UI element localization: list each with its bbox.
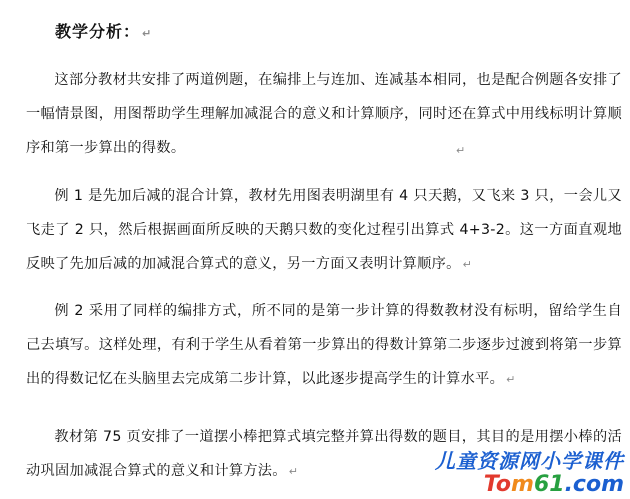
watermark-site-name <box>435 473 624 497</box>
paragraph-1 <box>26 63 622 165</box>
site-watermark-logo <box>435 449 624 497</box>
paragraph-3-text: 例 2 采用了同样的编排方式，所不同的是第一步计算的得数教材没有标明，留给学生自己去填写。这样处理，有利于学生从看着第一步算出的得数计算第二步逐步过渡到将第一步算出的得数记忆在头脑里去完成第二步计算，以此逐步提高学生的计算水平。 <box>26 303 622 387</box>
paragraph-4-text: 教材第 75 页安排了一道摆小棒把算式填完整并算出得数的题目，其目的是用摆小棒的活动巩固加减混合算式的意义和计算方法。 <box>26 429 622 479</box>
paragraph-mark-icon: ↵ <box>456 144 466 157</box>
watermark-part-1: To <box>483 472 511 497</box>
paragraph-3 <box>26 294 622 397</box>
paragraph-1-text: 这部分教材共安排了两道例题，在编排上与连加、连减基本相同，也是配合例题各安排了一幅情景图，用图帮助学生理解加减混合的意义和计算顺序，同时还在算式中用线标明计算顺序和第一步算出的得数。 <box>26 72 622 156</box>
watermark-part-4: .com <box>564 472 624 497</box>
paragraph-2-text: 例 1 是先加后减的混合计算，教材先用图表明湖里有 4 只天鹅，又飞来 3 只，一会儿又飞走了 2 只，然后根据画面所反映的天鹅只数的变化过程引出算式 4+3-2。这一方面直观地反映了先加后减的加减混合算式的意义，另一方面又表明计算顺序。 <box>26 188 622 272</box>
watermark-chinese-text: 儿童资源网小学课件 <box>435 449 624 473</box>
paragraph-mark-icon: ↵ <box>288 465 299 478</box>
paragraph-mark-icon: ↵ <box>142 27 153 40</box>
watermark-part-2: m <box>511 472 534 497</box>
section-heading <box>55 20 152 46</box>
paragraph-mark-icon: ↵ <box>462 258 473 271</box>
paragraph-mark-icon: ↵ <box>506 373 516 386</box>
heading-text: 教学分析： <box>55 22 141 41</box>
paragraph-2 <box>26 179 622 282</box>
watermark-part-3: 61 <box>533 472 565 497</box>
